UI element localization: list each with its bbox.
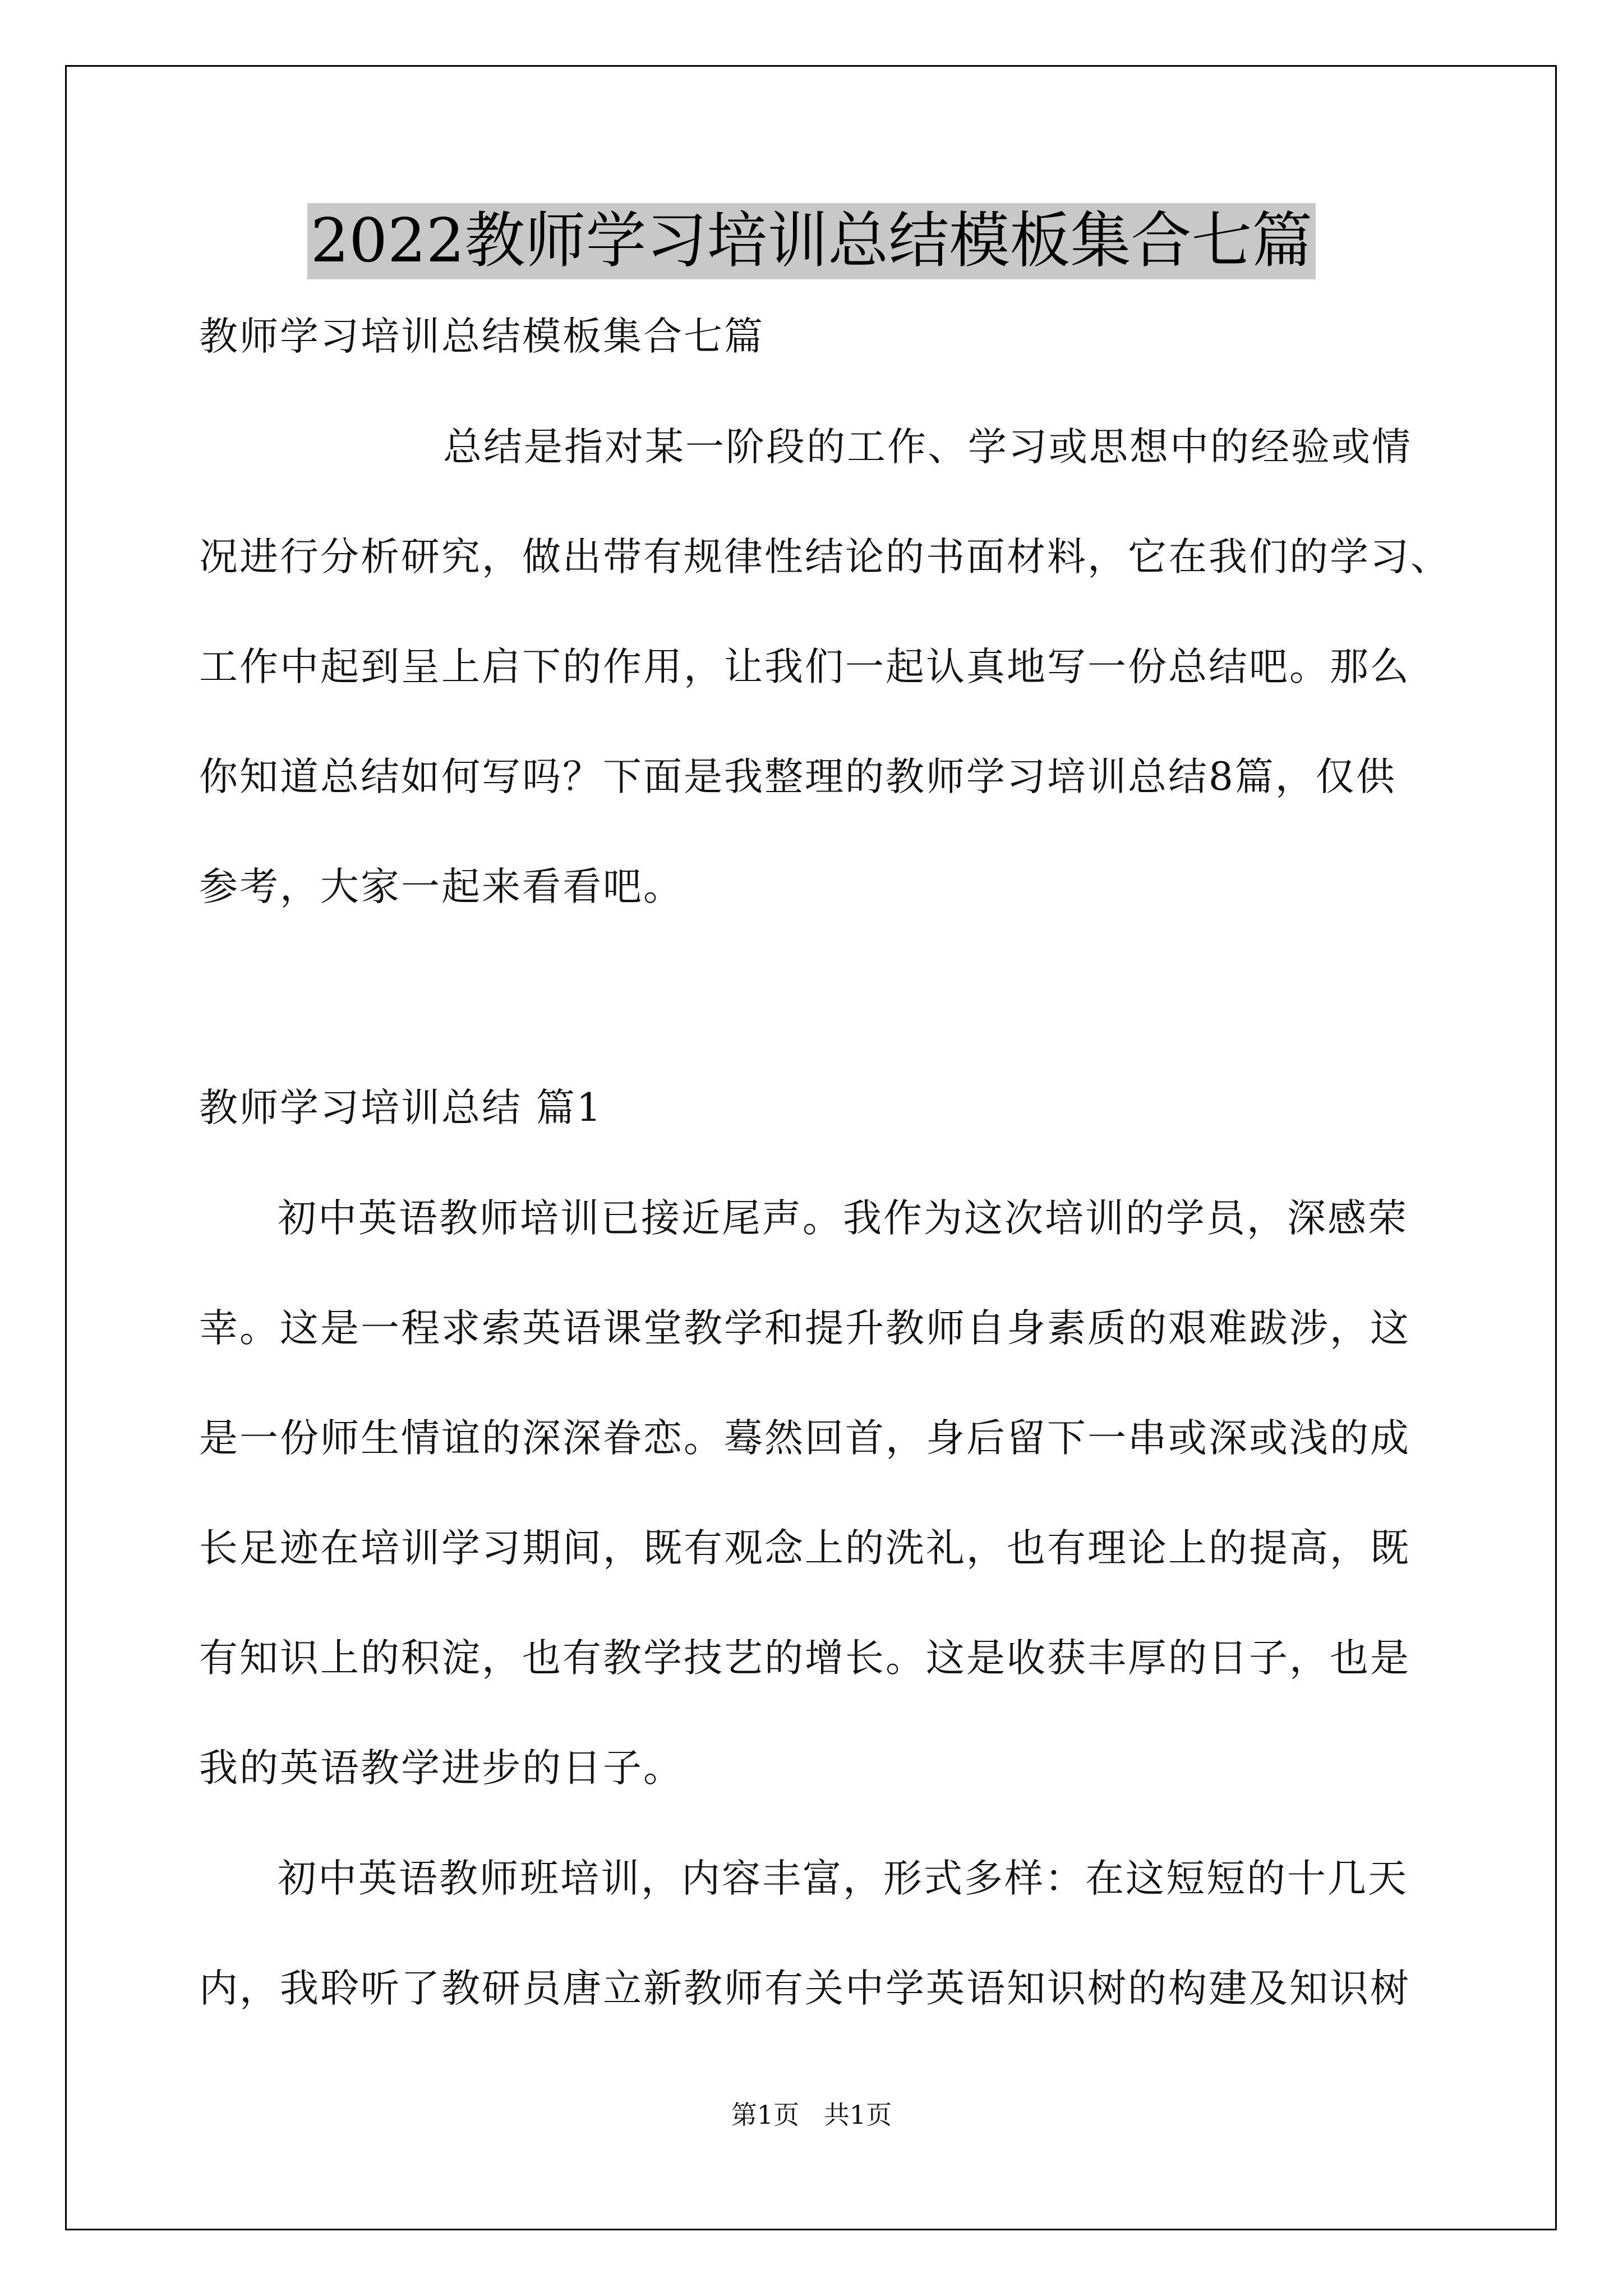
para1-line-1: 初中英语教师培训已接近尾声。我作为这次培训的学员，深感荣 [278,1196,1408,1241]
document-title: 2022教师学习培训总结模板集合七篇 [307,203,1316,279]
para1-line-5: 有知识上的积淀，也有教学技艺的增长。这是收获丰厚的日子，也是 [199,1636,1410,1681]
intro-line-4: 你知道总结如何写吗？下面是我整理的教师学习培训总结8篇，仅供 [199,754,1396,799]
para1-line-3: 是一份师生情谊的深深眷恋。蓦然回首，身后留下一串或深或浅的成 [199,1416,1410,1461]
para2-line-1: 初中英语教师班培训，内容丰富，形式多样：在这短短的十几天 [278,1856,1408,1901]
intro-line-3: 工作中起到呈上启下的作用，让我们一起认真地写一份总结吧。那么 [199,645,1410,689]
para1-line-6: 我的英语教学进步的日子。 [199,1746,684,1791]
intro-line-5: 参考，大家一起来看看吧。 [199,864,684,909]
page-border [65,65,1557,2230]
intro-line-1: 总结是指对某一阶段的工作、学习或思想中的经验或情 [443,425,1412,470]
section-heading: 教师学习培训总结 篇1 [199,1085,603,1130]
para1-line-2: 幸。这是一程求索英语课堂教学和提升教师自身素质的艰难跋涉，这 [199,1306,1410,1351]
intro-line-2: 况进行分析研究，做出带有规律性结论的书面材料，它在我们的学习、 [199,535,1451,579]
title-wrap [0,203,1623,279]
page-footer: 第1页 共1页 [731,2100,892,2130]
para2-line-2: 内，我聆听了教研员唐立新教师有关中学英语知识树的构建及知识树 [199,1966,1410,2011]
para1-line-4: 长足迹在培训学习期间，既有观念上的洗礼，也有理论上的提高，既 [199,1526,1410,1571]
document-subtitle: 教师学习培训总结模板集合七篇 [199,314,764,359]
